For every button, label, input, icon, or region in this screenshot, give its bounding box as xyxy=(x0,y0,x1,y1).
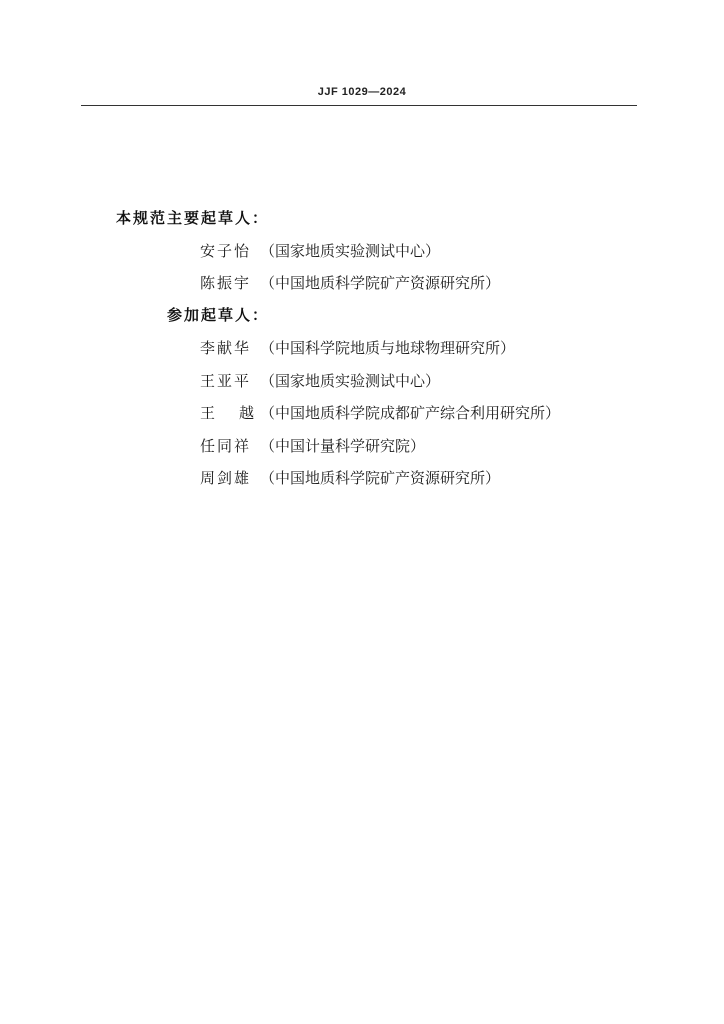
drafter-affiliation: （中国科学院地质与地球物理研究所） xyxy=(260,339,516,357)
main-drafters-heading: 本规范主要起草人： xyxy=(116,209,270,227)
drafter-affiliation: （中国地质科学院矿产资源研究所） xyxy=(260,274,501,292)
drafter-name: 任同祥 xyxy=(200,437,252,455)
drafter-name: 安子怡 xyxy=(200,242,252,260)
standard-code: JJF 1029—2024 xyxy=(317,86,407,98)
drafter-name: 陈振宇 xyxy=(200,274,252,292)
drafter-row xyxy=(200,272,500,293)
drafter-name: 王越 xyxy=(200,404,279,422)
drafter-affiliation: （中国计量科学研究院） xyxy=(260,437,426,455)
drafter-affiliation: （中国地质科学院矿产资源研究所） xyxy=(260,469,501,487)
drafter-row xyxy=(200,370,440,391)
drafter-row xyxy=(200,402,560,423)
drafter-affiliation: （中国地质科学院成都矿产综合利用研究所） xyxy=(260,404,561,422)
drafter-row xyxy=(200,467,500,488)
header-divider xyxy=(81,105,637,106)
drafter-row xyxy=(200,435,425,456)
drafter-affiliation: （国家地质实验测试中心） xyxy=(260,242,441,260)
drafter-name: 周剑雄 xyxy=(200,469,252,487)
drafter-name: 李献华 xyxy=(200,339,252,357)
participating-drafters-heading: 参加起草人： xyxy=(167,306,270,324)
drafter-name: 王亚平 xyxy=(200,372,252,390)
drafter-affiliation: （国家地质实验测试中心） xyxy=(260,372,441,390)
drafter-row xyxy=(200,240,440,261)
drafter-row xyxy=(200,337,515,358)
